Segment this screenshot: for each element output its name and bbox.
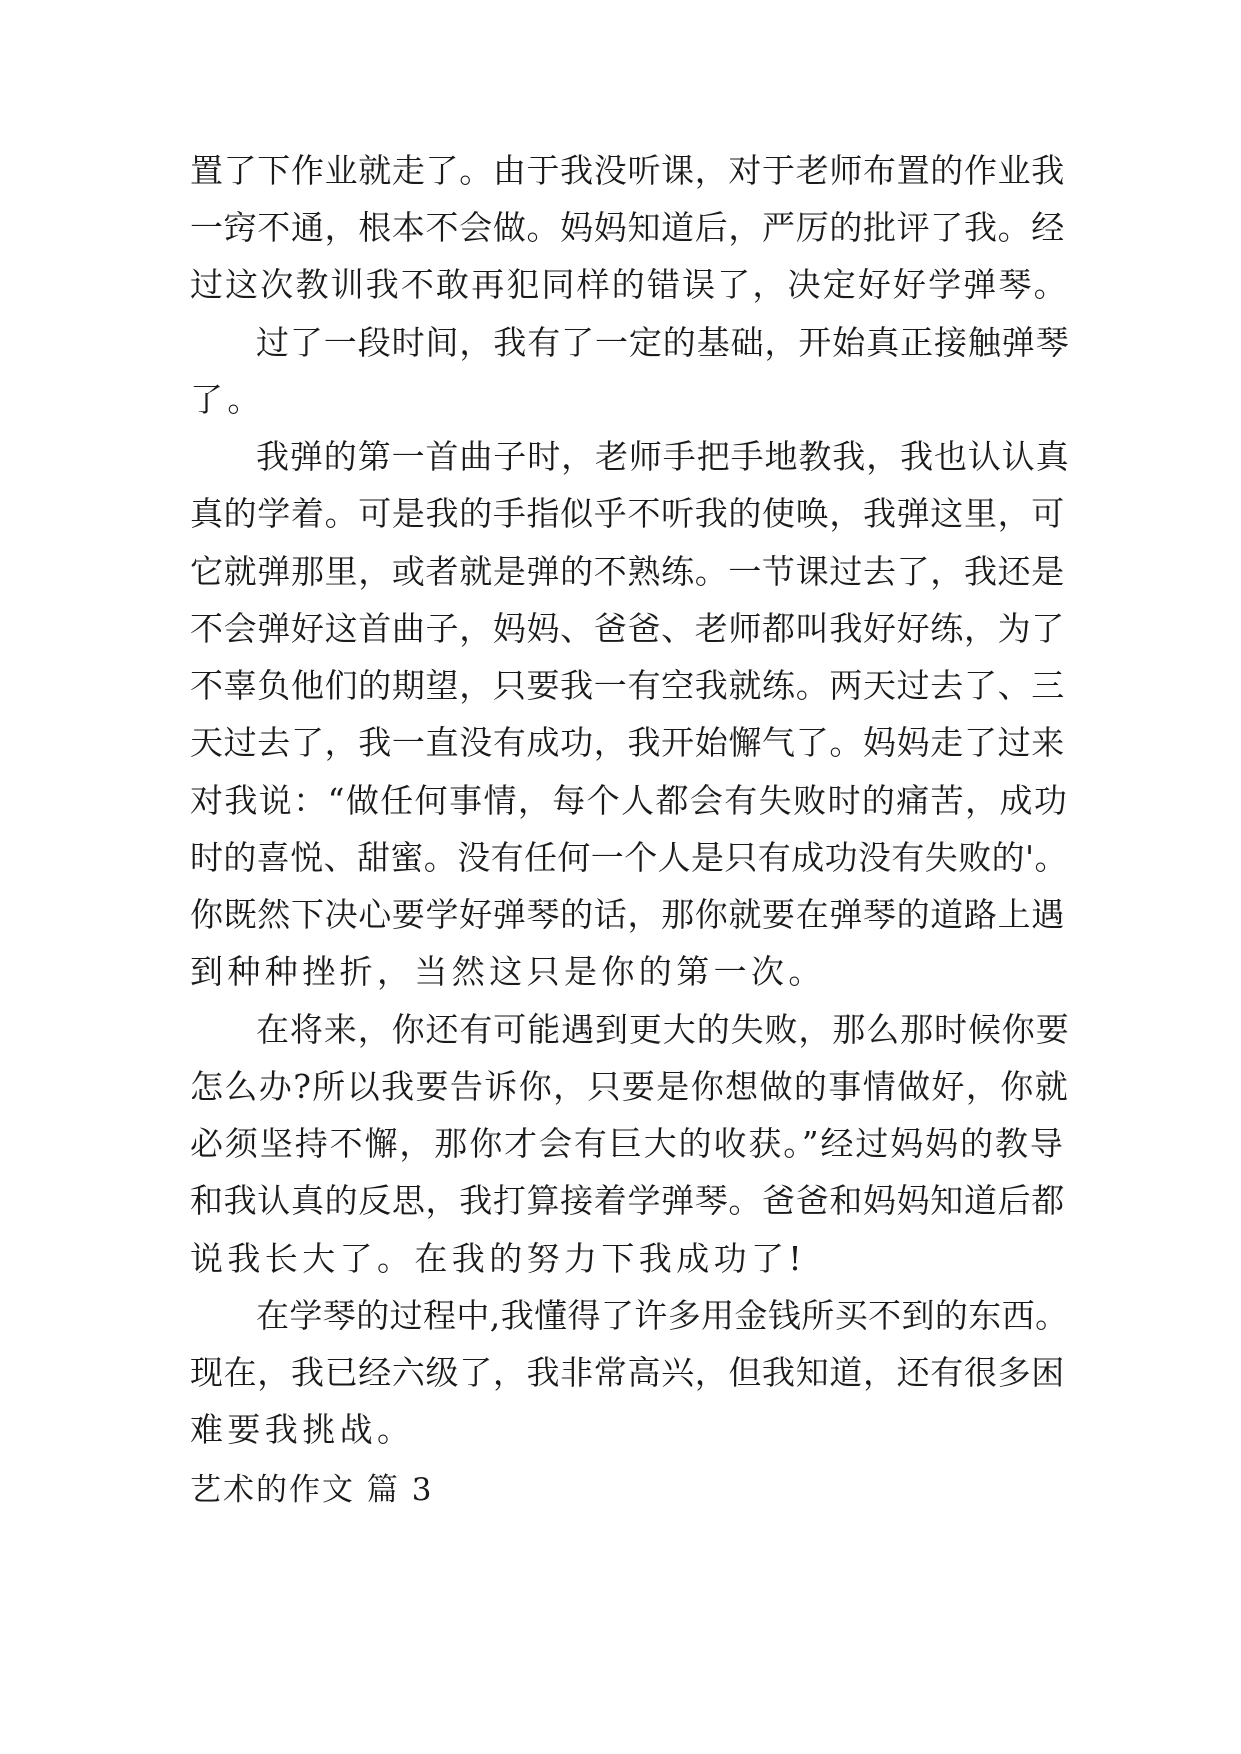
text-line: 你既然下决心要学好弹琴的话，那你就要在弹琴的道路上遇 <box>190 895 1065 934</box>
text-line: 过这次教训我不敢再犯同样的错误了，决定好好学弹琴。 <box>190 265 1069 304</box>
text-line: 不辜负他们的期望，只要我一有空我就练。两天过去了、三 <box>190 666 1065 705</box>
text-line: 一窍不通，根本不会做。妈妈知道后，严厉的批评了我。经 <box>190 208 1065 247</box>
text-line: 对我说：“做任何事情，每个人都会有失败时的痛苦，成功 <box>190 781 1069 820</box>
text-line: 置了下作业就走了。由于我没听课，对于老师布置的作业我 <box>190 151 1065 190</box>
text-line: 怎么办?所以我要告诉你，只要是你想做的事情做好，你就 <box>190 1067 1070 1106</box>
paragraph-start-line: 在学琴的过程中,我懂得了许多用金钱所买不到的东西。 <box>256 1296 1069 1335</box>
text-line: 了。 <box>190 380 265 419</box>
text-line: 天过去了，我一直没有成功，我开始懈气了。妈妈走了过来 <box>190 723 1065 762</box>
text-line: 真的学着。可是我的手指似乎不听我的使唤，我弹这里，可 <box>190 494 1065 533</box>
paragraph-start-line: 在将来，你还有可能遇到更大的失败，那么那时候你要 <box>256 1010 1070 1049</box>
text-line: 现在，我已经六级了，我非常高兴，但我知道，还有很多困 <box>190 1353 1065 1392</box>
text-line: 和我认真的反思，我打算接着学弹琴。爸爸和妈妈知道后都 <box>190 1181 1065 1220</box>
text-line: 不会弹好这首曲子，妈妈、爸爸、老师都叫我好好练，为了 <box>190 609 1065 648</box>
text-line: 时的喜悦、甜蜜。没有任何一个人是只有成功没有失败的'。 <box>190 838 1068 877</box>
paragraph-start-line: 我弹的第一首曲子时，老师手把手地教我，我也认认真 <box>256 437 1070 476</box>
text-line: 到种种挫折，当然这只是你的第一次。 <box>190 952 826 991</box>
text-line: 它就弹那里，或者就是弹的不熟练。一节课过去了，我还是 <box>190 552 1065 591</box>
text-line: 难要我挑战。 <box>190 1410 415 1449</box>
text-line: 说我长大了。在我的努力下我成功了! <box>190 1239 807 1278</box>
text-line: 必须坚持不懈，那你才会有巨大的收获。”经过妈妈的教导 <box>190 1124 1065 1163</box>
section-heading: 艺术的作文 篇 3 <box>190 1472 434 1508</box>
paragraph-start-line: 过了一段时间，我有了一定的基础，开始真正接触弹琴 <box>256 323 1070 362</box>
